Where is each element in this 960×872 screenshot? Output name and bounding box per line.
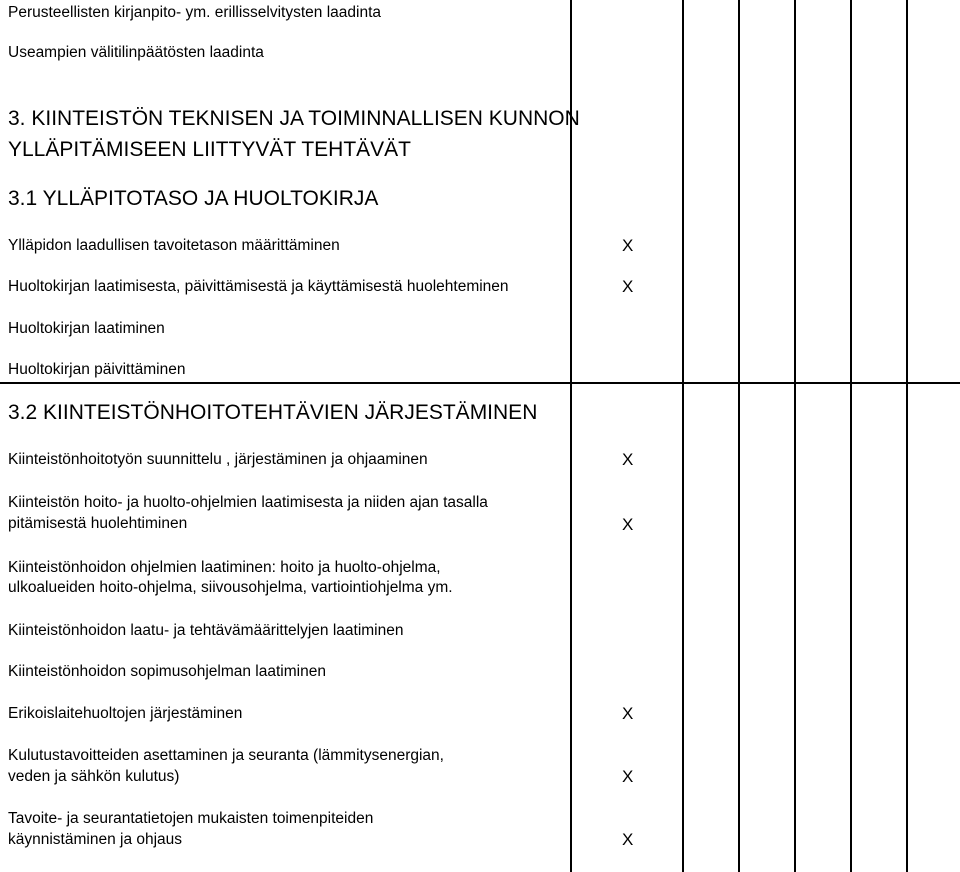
check-mark: X bbox=[622, 515, 634, 534]
row-text: Perusteellisten kirjanpito- ym. erillisselvitysten laadinta bbox=[8, 4, 382, 21]
section-title: 3. KIINTEISTÖN TEKNISEN JA TOIMINNALLISEN KUNNON bbox=[8, 107, 580, 130]
column-divider bbox=[794, 0, 796, 872]
list-item-continuation: veden ja sähkön kulutus) bbox=[8, 768, 180, 785]
check-mark: X bbox=[622, 236, 634, 255]
column-divider bbox=[738, 0, 740, 872]
column-divider bbox=[906, 0, 908, 872]
list-item: Kulutustavoitteiden asettaminen ja seuranta (lämmitysenergian, bbox=[8, 747, 444, 764]
list-item-continuation: käynnistäminen ja ohjaus bbox=[8, 831, 183, 848]
subsection-title: 3.2 KIINTEISTÖNHOITOTEHTÄVIEN JÄRJESTÄMINEN bbox=[8, 401, 538, 424]
list-item: Kiinteistön hoito- ja huolto-ohjelmien laatimisesta ja niiden ajan tasalla bbox=[8, 494, 488, 511]
check-mark: X bbox=[622, 830, 634, 849]
check-mark: X bbox=[622, 767, 634, 786]
list-item: Kiinteistönhoidon ohjelmien laatiminen: hoito ja huolto-ohjelma, bbox=[8, 559, 441, 576]
list-item: Tavoite- ja seurantatietojen mukaisten toimenpiteiden bbox=[8, 810, 374, 827]
check-mark: X bbox=[622, 277, 634, 296]
check-mark: X bbox=[622, 704, 634, 723]
list-item: Huoltokirjan laatiminen bbox=[8, 320, 165, 337]
section-separator bbox=[0, 382, 960, 384]
column-divider bbox=[682, 0, 684, 872]
row-text: Useampien välitilinpäätösten laadinta bbox=[8, 44, 264, 61]
check-mark: X bbox=[622, 450, 634, 469]
list-item: Erikoislaitehuoltojen järjestäminen bbox=[8, 705, 243, 722]
list-item: Huoltokirjan päivittäminen bbox=[8, 361, 186, 378]
column-divider bbox=[850, 0, 852, 872]
list-item: Kiinteistönhoitotyön suunnittelu , järjestäminen ja ohjaaminen bbox=[8, 451, 428, 468]
list-item: Ylläpidon laadullisen tavoitetason määrittäminen bbox=[8, 237, 340, 254]
list-item-continuation: pitämisestä huolehtiminen bbox=[8, 515, 188, 532]
section-title: YLLÄPITÄMISEEN LIITTYVÄT TEHTÄVÄT bbox=[8, 138, 411, 161]
list-item-continuation: ulkoalueiden hoito-ohjelma, siivousohjelma, vartiointiohjelma ym. bbox=[8, 579, 453, 596]
list-item: Kiinteistönhoidon laatu- ja tehtävämäärittelyjen laatiminen bbox=[8, 622, 404, 639]
list-item: Kiinteistönhoidon sopimusohjelman laatiminen bbox=[8, 663, 326, 680]
subsection-title: 3.1 YLLÄPITOTASO JA HUOLTOKIRJA bbox=[8, 187, 379, 210]
list-item: Huoltokirjan laatimisesta, päivittämisestä ja käyttämisestä huolehteminen bbox=[8, 278, 509, 295]
